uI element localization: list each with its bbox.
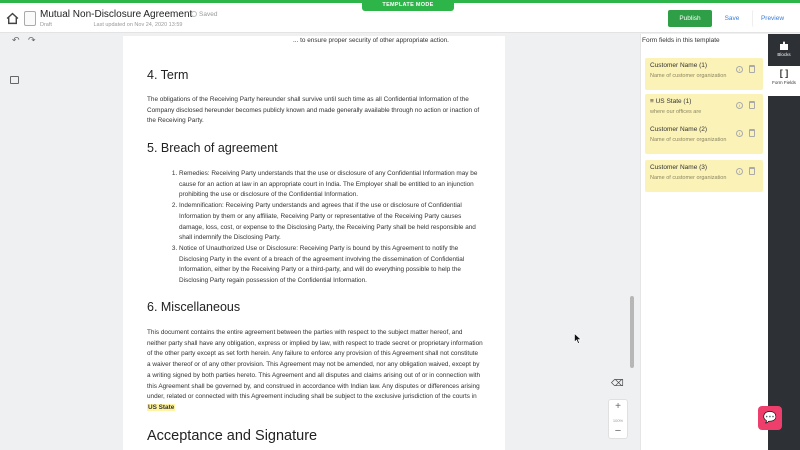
form-field-item[interactable] [645,160,763,192]
trash-icon[interactable] [749,101,755,109]
section-heading: 6. Miscellaneous [147,300,241,314]
info-icon[interactable]: i [736,66,743,73]
trash-icon[interactable] [749,65,755,73]
form-fields-label: Form Fields [772,80,796,85]
chat-icon: 💬 [763,412,777,424]
zoom-in-button[interactable]: + [615,401,621,412]
document-icon [24,11,36,26]
paragraph-text: This document contains the entire agreement between the parties with respect to the subject matter hereof, and neither party shall have any obligation, express or implied by law, with respect to trade secret or proprietary information of the other party except as set forth herein. Any failure to enforce any provision of this Agreement shall not constitute a waiver thereof or of any other provision. This Agreement may not be amended, nor any obligation waived, except by a writing signed by both parties hereto. This Agreement and all disputes and claims arising out of or in connection with this Agreement shall be governed by, and construed in accordance with Indian law. Any disputes or differences arising under, related or connected with this Agreement including shall be subject to the exclusive jurisdiction of the courts in [147,329,483,401]
section-paragraph: The obligations of the Receiving Party hereunder shall survive until such time as all Confidential Information of the Company disclosed hereunder becomes publicly known and made generally available through no action or inaction of the Receiving Party. [147,96,480,125]
blocks-tab[interactable] [768,38,800,64]
undo-icon[interactable]: ↶ [12,35,20,45]
field-name: Customer Name (2) [650,126,708,133]
field-description: Name of customer organization [650,137,727,143]
list-item: 2. Indemnification: Receiving Party understands and agrees that if the use or disclosure of Confidential Information by them or any affiliate, Receiving Party or representative of the Receiving Party causes damage, loss, cost, or expense to the Disclosing Party, the Receiving Party shall be held responsible and shall indemnify the Disclosing Party. [179,201,481,244]
dropdown-icon: ≡ [650,98,656,105]
redo-icon[interactable]: ↷ [28,35,36,45]
right-rail [768,34,800,450]
saved-indicator [191,11,217,18]
field-name: Customer Name (3) [650,164,708,171]
zoom-control [608,399,628,439]
document-title[interactable]: Mutual Non-Disclosure Agreement [40,9,193,20]
panel-title: Form fields in this template [642,37,720,44]
template-mode-badge: TEMPLATE MODE [362,0,454,11]
field-description: Name of customer organization [650,175,727,181]
form-fields-panel [640,34,768,450]
section-heading: 4. Term [147,68,189,82]
trash-icon[interactable] [749,167,755,175]
preview-button[interactable]: Preview [752,10,792,27]
form-field-item[interactable] [645,58,763,90]
zoom-level: 100% [612,418,624,423]
field-description: Name of customer organization [650,73,727,79]
top-bar [0,0,800,33]
last-updated-text: Last updated on Nov 24, 2020 13:59 [93,22,183,28]
chat-button[interactable] [758,406,782,430]
form-fields-icon: [ ] [779,68,789,78]
field-description: where our offices are [650,109,702,115]
field-name: Customer Name (1) [650,62,708,69]
document-scrollbar[interactable] [630,296,634,368]
home-icon[interactable] [6,12,19,25]
blocks-label: Blocks [777,52,791,57]
form-fields-tab[interactable] [768,66,800,96]
breach-list [179,169,481,287]
field-name [650,98,691,105]
info-icon[interactable]: i [736,168,743,175]
puzzle-icon [779,41,789,51]
publish-button[interactable]: Publish [668,10,712,27]
field-name-text: US State (1) [655,98,692,105]
truncated-text: ... to ensure proper security of other appropriate action. [293,37,449,44]
document-page[interactable] [123,36,505,450]
status-badge[interactable]: Draft [40,22,52,28]
info-icon[interactable]: i [736,102,743,109]
clear-formatting-icon[interactable]: ⌫ [611,378,624,388]
section-heading: 5. Breach of agreement [147,141,278,155]
trash-icon[interactable] [749,129,755,137]
form-field-item[interactable] [645,122,763,154]
save-button[interactable]: Save [724,15,740,22]
mouse-cursor-icon [574,333,582,344]
section-paragraph [147,328,483,414]
zoom-out-button[interactable]: − [614,425,622,437]
info-icon[interactable]: i [736,130,743,137]
saved-label: Saved [199,11,218,18]
list-item: 1. Remedies: Receiving Party understands that the use or disclosure of any Confidential Information may be cause for an action at law in an appropriate court in India. The Employer shall be entitled to an injunction prohibiting the use or disclosure of the Confidential Information. [179,169,481,201]
outline-panel-icon[interactable] [10,76,19,84]
us-state-field-placeholder[interactable]: US State [148,403,175,411]
saved-status-icon [191,11,197,17]
list-item: 3. Notice of Unauthorized Use or Disclosure: Receiving Party is bound by this Agreement to notify the Disclosing Party in the event of a breach of the agreement involving the dissemination of Confidential Information, either by the Receiving Party or a third-party, and will do everything possible to help the Disclosing Party regain possession of the Confidential Information. [179,244,481,287]
document-status-row [40,22,182,28]
section-heading: Acceptance and Signature [147,428,318,444]
